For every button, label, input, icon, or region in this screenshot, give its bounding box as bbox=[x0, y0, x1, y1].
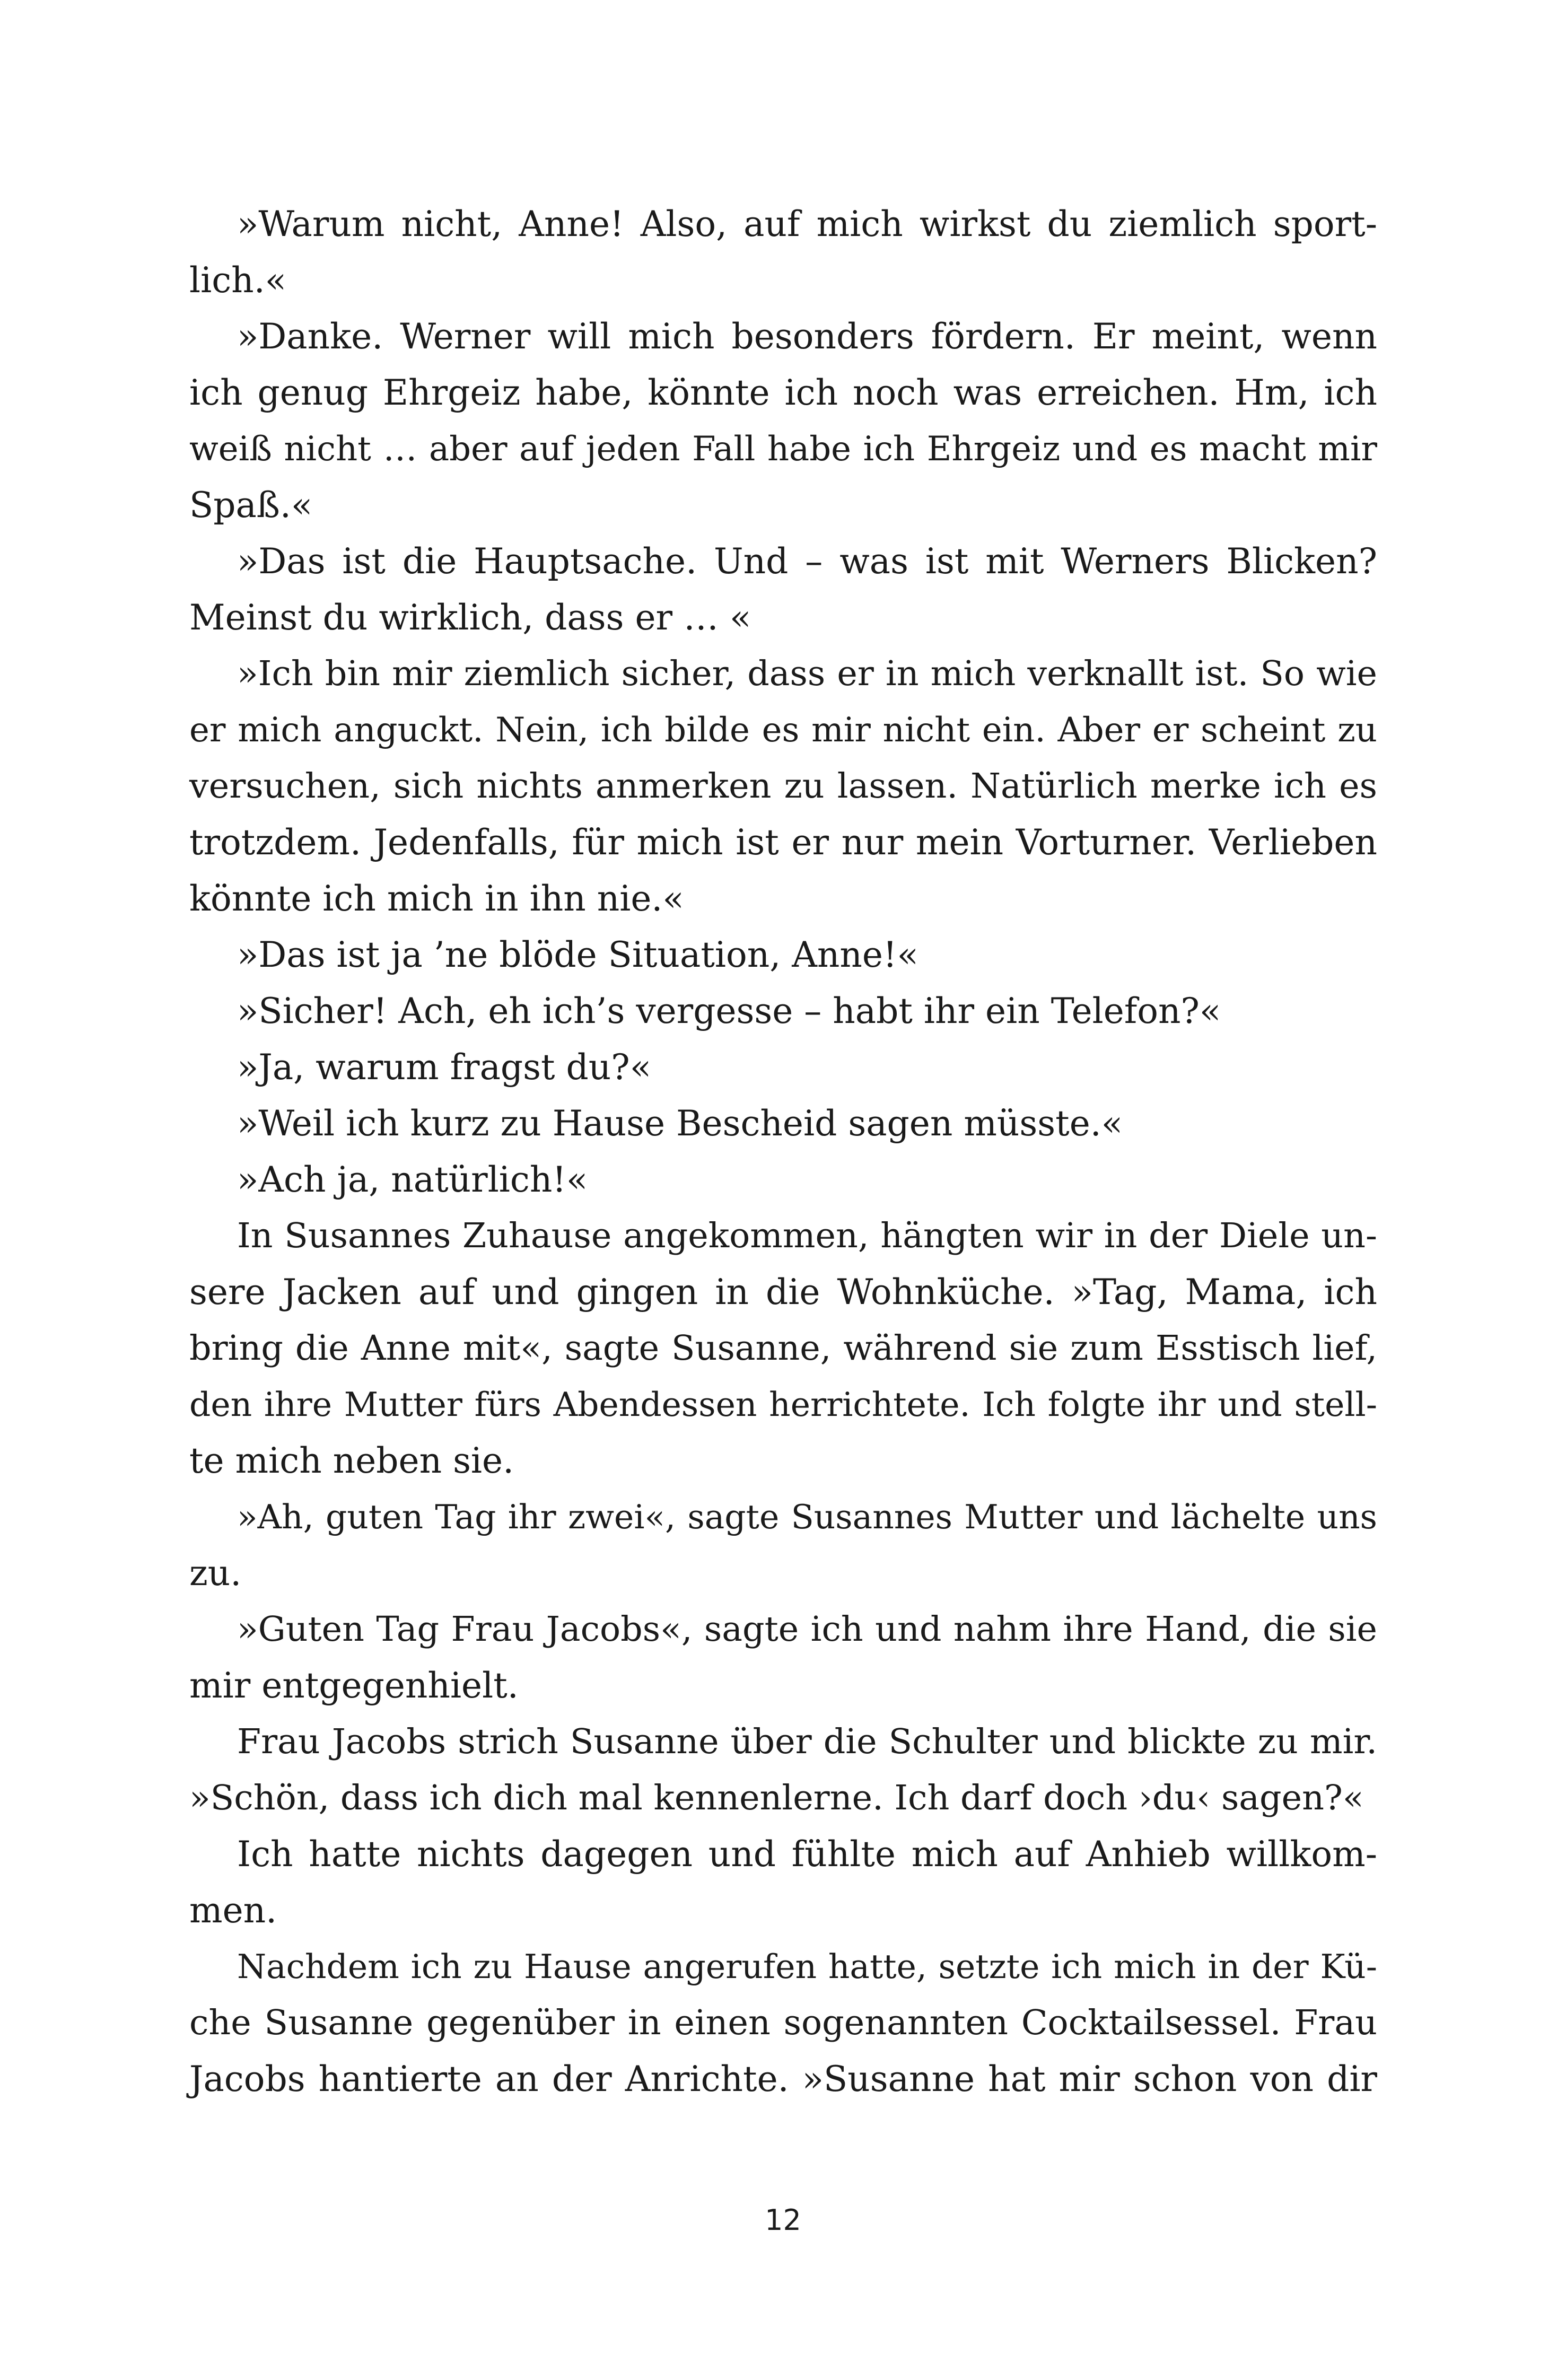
text-line: weiß nicht … aber auf jeden Fall habe ich Ehrgeiz und es macht mir bbox=[189, 430, 1377, 469]
text-line: »Schön, dass ich dich mal kennenlerne. Ich darf doch ›du‹ sagen?« bbox=[189, 1778, 1364, 1818]
text-line: »Ja, warum fragst du?« bbox=[237, 1047, 652, 1088]
page-number: 12 bbox=[765, 2203, 801, 2237]
text-line: Jacobs hantierte an der Anrichte. »Susanne hat mir schon von dir bbox=[189, 2059, 1377, 2099]
text-line: »Das ist die Hauptsache. Und – was ist mit Werners Blicken? bbox=[237, 541, 1377, 582]
text-line: In Susannes Zuhause angekommen, hängten wir in der Diele un- bbox=[237, 1216, 1377, 1256]
text-line: »Weil ich kurz zu Hause Bescheid sagen müsste.« bbox=[237, 1103, 1123, 1144]
text-line: er mich anguckt. Nein, ich bilde es mir nicht ein. Aber er scheint zu bbox=[189, 711, 1377, 750]
body-text bbox=[189, 196, 1377, 2107]
text-line: »Guten Tag Frau Jacobs«, sagte ich und nahm ihre Hand, die sie bbox=[237, 1609, 1377, 1649]
text-line: »Sicher! Ach, eh ich’s vergesse – habt ihr ein Telefon?« bbox=[237, 991, 1221, 1031]
text-line: Ich hatte nichts dagegen und fühlte mich auf Anhieb willkom- bbox=[237, 1834, 1377, 1875]
text-line: te mich neben sie. bbox=[189, 1440, 514, 1481]
text-line: men. bbox=[189, 1890, 277, 1931]
text-line: »Das ist ja ’ne blöde Situation, Anne!« bbox=[237, 934, 918, 975]
text-line: versuchen, sich nichts anmerken zu lassen. Natürlich merke ich es bbox=[189, 766, 1377, 806]
text-line: »Ich bin mir ziemlich sicher, dass er in mich verknallt ist. So wie bbox=[237, 654, 1377, 694]
text-line: ich genug Ehrgeiz habe, könnte ich noch was erreichen. Hm, ich bbox=[189, 372, 1377, 413]
text-line: Frau Jacobs strich Susanne über die Schulter und blickte zu mir. bbox=[237, 1722, 1377, 1762]
text-line: mir entgegenhielt. bbox=[189, 1665, 519, 1706]
text-line: Spaß.« bbox=[189, 485, 313, 526]
text-line: Meinst du wirklich, dass er … « bbox=[189, 597, 751, 638]
text-line: »Warum nicht, Anne! Also, auf mich wirkst du ziemlich sport- bbox=[237, 204, 1377, 244]
text-line: lich.« bbox=[189, 260, 287, 301]
text-line: »Ah, guten Tag ihr zwei«, sagte Susannes Mutter und lächelte uns bbox=[237, 1498, 1377, 1536]
text-line: sere Jacken auf und gingen in die Wohnküche. »Tag, Mama, ich bbox=[189, 1272, 1377, 1312]
text-line: trotzdem. Jedenfalls, für mich ist er nur mein Vorturner. Verlieben bbox=[189, 822, 1377, 863]
text-line: che Susanne gegenüber in einen sogenannten Cocktailsessel. Frau bbox=[189, 2003, 1377, 2043]
text-line: »Danke. Werner will mich besonders fördern. Er meint, wenn bbox=[237, 316, 1377, 357]
text-line: den ihre Mutter fürs Abendessen herrichtete. Ich folgte ihr und stell- bbox=[189, 1385, 1377, 1424]
text-line: könnte ich mich in ihn nie.« bbox=[189, 878, 684, 919]
text-line: zu. bbox=[189, 1553, 242, 1594]
text-line: »Ach ja, natürlich!« bbox=[237, 1159, 588, 1200]
text-line: bring die Anne mit«, sagte Susanne, während sie zum Esstisch lief, bbox=[189, 1328, 1377, 1368]
text-line: Nachdem ich zu Hause angerufen hatte, setzte ich mich in der Kü- bbox=[237, 1947, 1377, 1986]
